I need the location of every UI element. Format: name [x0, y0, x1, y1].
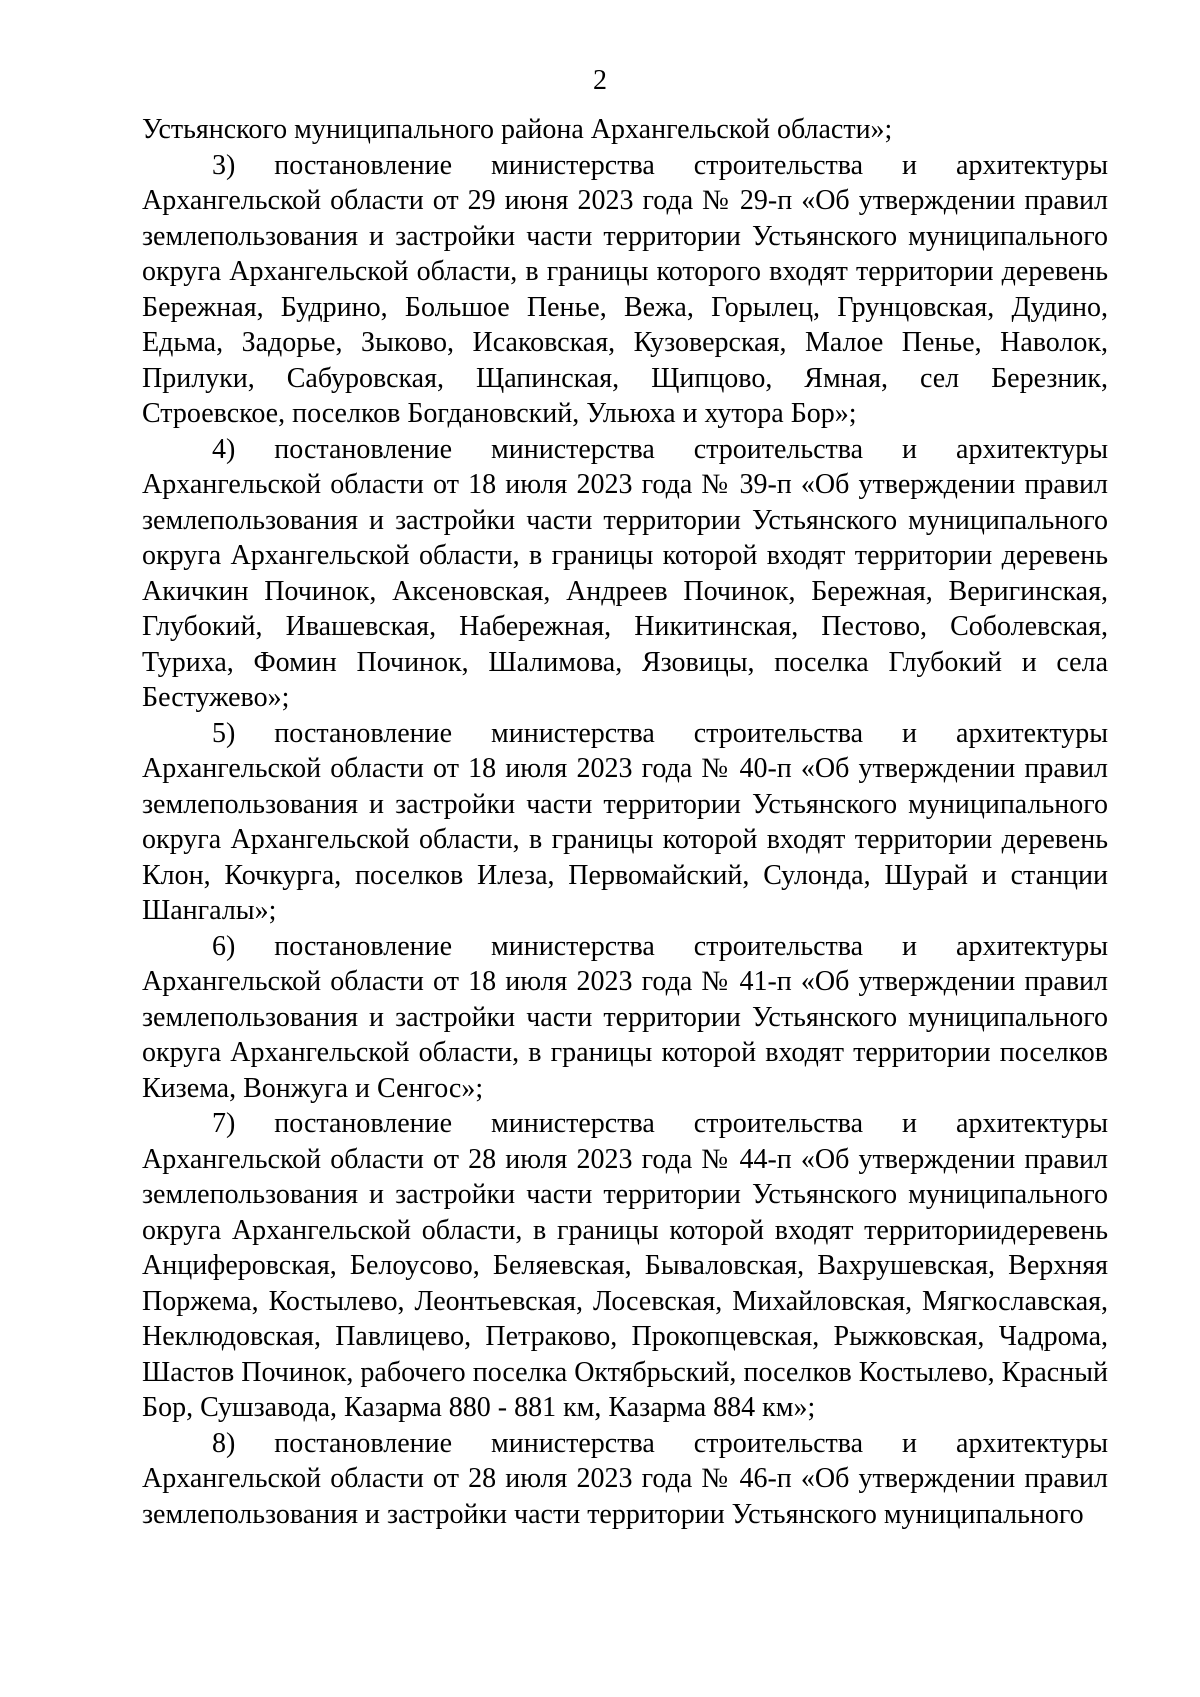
list-item-8: 8) постановление министерства строительства и архитектуры Архангельской области от 28 июля 2023 года № 46-п «Об утверждении правил землепользования и застройки части территории Устьянского муниципального — [142, 1427, 1108, 1530]
list-item-3: 3) постановление министерства строительства и архитектуры Архангельской области от 29 июня 2023 года № 29-п «Об утверждении правил землепользования и застройки части территории Устьянского муниципального округа Архангельской области, в границы которого входят территории деревень Бережная, Будрино, Большое Пенье, Вежа, Горылец, Грунцовская, Дудино, Едьма, Задорье, Зыково, Исаковская, Кузоверская, Малое Пенье, Наволок, Прилуки, Сабуровская, Щапинская, Щипцово, Ямная, сел Березник, Строевское, поселков Богдановский, Ульюха и хутора Бор»; — [142, 149, 1108, 429]
list-item-7: 7) постановление министерства строительства и архитектуры Архангельской области от 28 июля 2023 года № 44-п «Об утверждении правил землепользования и застройки части территории Устьянского муниципального округа Архангельской области, в границы которой входят территориидеревень Анциферовская, Белоусово, Беляевская, Бываловская, Вахрушевская, Верхняя Поржема, Костылево, Леонтьевская, Лосевская, Михайловская, Мягкославская, Неклюдовская, Павлицево, Петраково, Прокопцевская, Рыжковская, Чадрома, Шастов Починок, рабочего поселка Октябрьский, поселков Костылево, Красный Бор, Сушзавода, Казарма 880 - 881 км, Казарма 884 км»; — [142, 1108, 1108, 1423]
list-item-6: 6) постановление министерства строительства и архитектуры Архангельской области от 18 июля 2023 года № 41-п «Об утверждении правил землепользования и застройки части территории Устьянского муниципального округа Архангельской области, в границы которой входят территории поселков Кизема, Вонжуга и Сенгос»; — [142, 930, 1108, 1104]
page-number: 2 — [593, 65, 607, 96]
list-item-5: 5) постановление министерства строительства и архитектуры Архангельской области от 18 июля 2023 года № 40-п «Об утверждении правил землепользования и застройки части территории Устьянского муниципального округа Архангельской области, в границы которой входят территории деревень Клон, Кочкурга, поселков Илеза, Первомайский, Сулонда, Шурай и станции Шангалы»; — [142, 717, 1108, 926]
document-body — [142, 112, 1108, 1532]
list-item-4: 4) постановление министерства строительства и архитектуры Архангельской области от 18 июля 2023 года № 39-п «Об утверждении правил землепользования и застройки части территории Устьянского муниципального округа Архангельской области, в границы которой входят территории деревень Акичкин Починок, Аксеновская, Андреев Починок, Бережная, Веригинская, Глубокий, Ивашевская, Набережная, Никитинская, Пестово, Соболевская, Туриха, Фомин Починок, Шалимова, Язовицы, поселка Глубокий и села Бестужево»; — [142, 433, 1108, 713]
paragraph-continuation: Устьянского муниципального района Архангельской области»; — [142, 114, 893, 145]
